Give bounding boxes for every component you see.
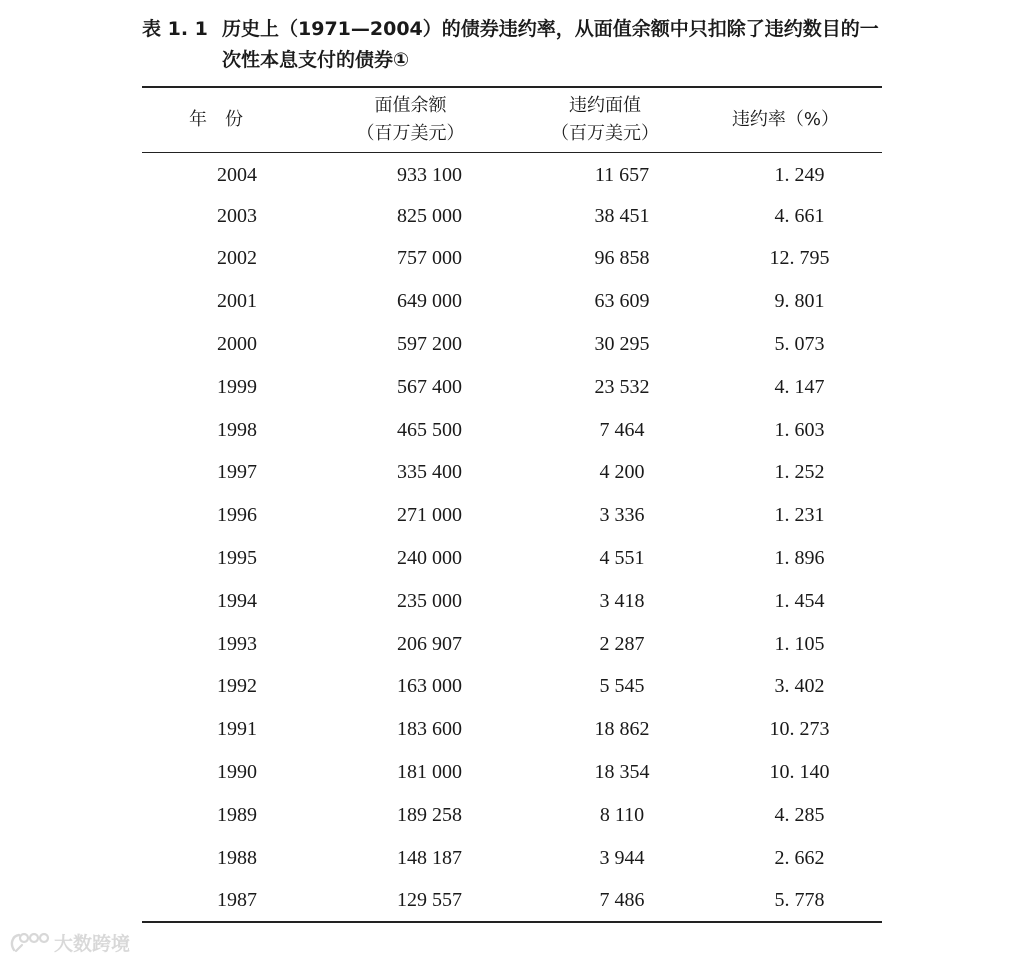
table-row (142, 580, 882, 623)
cell-year: 1990 (217, 761, 257, 784)
header-default-value: 违约面值 （百万美元） (527, 87, 717, 152)
cell-default-value: 7 486 (527, 880, 717, 923)
cell-year: 2004 (217, 164, 257, 187)
table-row (142, 238, 882, 281)
cell-default-rate: 3. 402 (774, 675, 825, 698)
cell-year: 1992 (217, 675, 257, 698)
cell-default-rate: 4. 661 (774, 204, 825, 227)
cell-face-value: 335 400 (397, 461, 462, 484)
cell-face-value: 235 000 (397, 589, 462, 612)
cell-default-rate: 12. 795 (769, 247, 830, 270)
cell-default-value: 3 418 (599, 589, 645, 612)
cell-default-value: 3 336 (599, 504, 645, 527)
table-row (142, 837, 882, 880)
watermark-text: 大数跨境 (54, 932, 131, 955)
cell-face-value: 189 258 (397, 803, 462, 826)
default-rate-table (142, 86, 882, 923)
cell-face-value: 567 400 (397, 375, 462, 398)
cell-year: 1996 (217, 504, 257, 527)
cell-default-rate: 1. 231 (774, 504, 825, 527)
cell-year: 1994 (217, 589, 257, 612)
cell-face-value: 597 200 (397, 333, 462, 356)
cell-face-value: 465 500 (397, 418, 462, 441)
cell-default-value: 38 451 (594, 204, 650, 227)
header-default-rate: 违约率（%） (717, 87, 882, 152)
cell-year: 1995 (217, 547, 257, 570)
cell-default-rate: 10. 140 (769, 761, 830, 784)
table-title: 历史上（1971—2004）的债券违约率，从面值余额中只扣除了违约数目的一次性本息支付的债券① (222, 18, 879, 71)
cell-face-value: 933 100 (397, 164, 462, 187)
cell-default-value: 4 551 (599, 547, 645, 570)
cell-default-value: 11 657 (594, 164, 650, 187)
table-row (142, 280, 882, 323)
cell-default-rate: 1. 252 (774, 461, 825, 484)
cell-default-value: 63 609 (594, 290, 650, 313)
table-row (142, 666, 882, 709)
cell-year: 2002 (217, 247, 257, 270)
header-face-value: 面值余额 （百万美元） (332, 87, 527, 152)
table-row (142, 623, 882, 666)
cell-face-value: 825 000 (397, 204, 462, 227)
cell-default-rate: 1. 896 (774, 547, 825, 570)
cell-year: 1988 (217, 846, 257, 869)
cell-face-value: 240 000 (397, 547, 462, 570)
cell-year: 1997 (217, 461, 257, 484)
cell-default-value: 96 858 (594, 247, 650, 270)
table-row (142, 880, 882, 923)
watermark (10, 928, 130, 956)
header-year: 年 份 (142, 87, 332, 152)
cell-face-value: 757 000 (397, 247, 462, 270)
cell-default-rate: 4. 147 (774, 375, 825, 398)
table-body (142, 152, 882, 922)
table-row (142, 452, 882, 495)
cell-year: 2001 (217, 290, 257, 313)
cell-default-rate: 4. 285 (774, 803, 825, 826)
cell-default-value: 8 110 (599, 803, 645, 826)
table-row (142, 152, 882, 195)
cell-default-value: 30 295 (594, 333, 650, 356)
table-row (142, 366, 882, 409)
cell-default-rate: 1. 249 (774, 164, 825, 187)
cell-default-rate: 1. 454 (774, 589, 825, 612)
cell-default-rate: 1. 105 (774, 632, 825, 655)
table-row (142, 751, 882, 794)
cell-year: 1987 (142, 880, 332, 923)
cell-face-value: 181 000 (397, 761, 462, 784)
cell-year: 1993 (217, 632, 257, 655)
cell-face-value: 148 187 (397, 846, 462, 869)
cell-default-value: 7 464 (599, 418, 645, 441)
cell-face-value: 649 000 (397, 290, 462, 313)
cell-year: 2003 (217, 204, 257, 227)
table-number: 表 1. 1 (142, 18, 208, 40)
cell-default-value: 18 862 (594, 718, 650, 741)
cell-default-value: 4 200 (599, 461, 645, 484)
cell-face-value: 206 907 (397, 632, 462, 655)
cell-face-value: 163 000 (397, 675, 462, 698)
cell-default-rate: 2. 662 (774, 846, 825, 869)
cell-year: 1991 (217, 718, 257, 741)
cell-default-value: 2 287 (599, 632, 645, 655)
table-row (142, 323, 882, 366)
table-header-row (142, 87, 882, 152)
table-row (142, 794, 882, 837)
cell-face-value: 183 600 (397, 718, 462, 741)
cell-face-value: 129 557 (332, 880, 527, 923)
cell-face-value: 271 000 (397, 504, 462, 527)
table-row (142, 195, 882, 238)
cell-default-rate: 5. 778 (717, 880, 882, 923)
cell-default-rate: 5. 073 (774, 333, 825, 356)
table-row (142, 537, 882, 580)
cell-default-rate: 1. 603 (774, 418, 825, 441)
cell-default-value: 23 532 (594, 375, 650, 398)
table-row (142, 708, 882, 751)
cell-default-value: 5 545 (599, 675, 645, 698)
cell-year: 1989 (217, 803, 257, 826)
cell-default-rate: 10. 273 (769, 718, 830, 741)
cell-default-value: 3 944 (599, 846, 645, 869)
cell-year: 2000 (217, 333, 257, 356)
table-row (142, 409, 882, 452)
cell-year: 1998 (217, 418, 257, 441)
cell-default-value: 18 354 (594, 761, 650, 784)
table-row (142, 494, 882, 537)
cell-default-rate: 9. 801 (774, 290, 825, 313)
dashuju-logo-icon (10, 930, 50, 954)
cell-year: 1999 (217, 375, 257, 398)
